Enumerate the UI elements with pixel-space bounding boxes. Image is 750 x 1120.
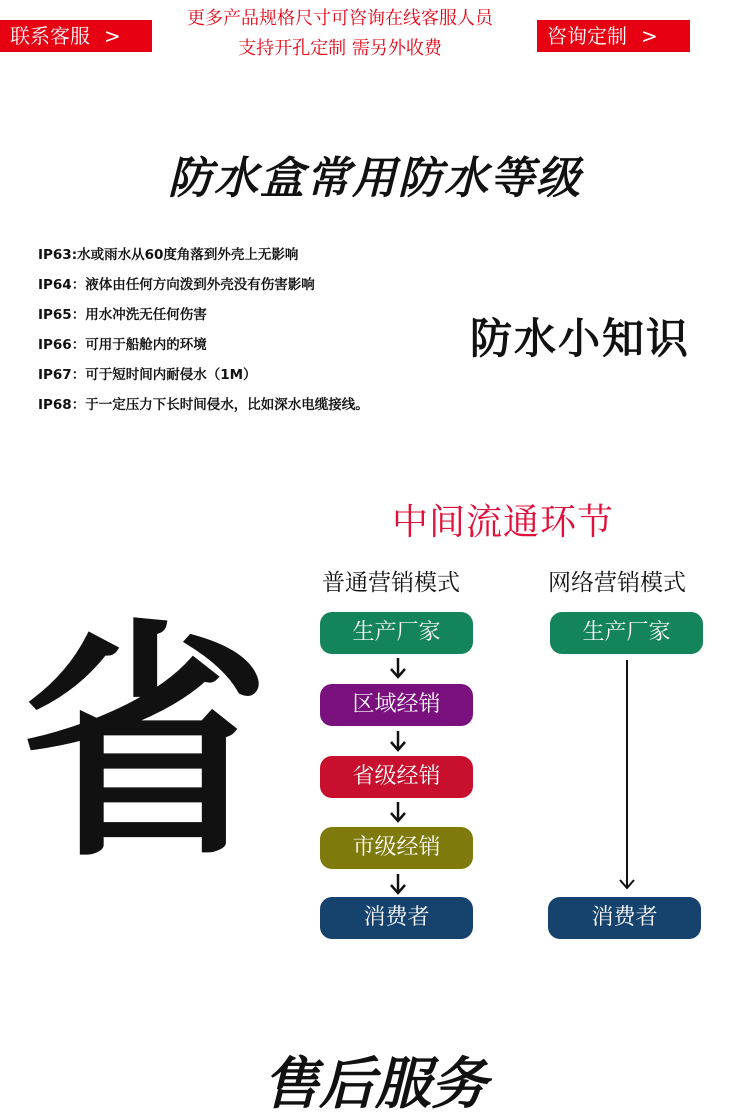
long-arrow-down-icon xyxy=(620,660,634,888)
chevron-right-icon: > xyxy=(104,24,121,48)
ip-level-item: IP63:水或雨水从60度角落到外壳上无影响 xyxy=(38,247,299,263)
ip-level-item: IP67：可于短时间内耐侵水（1M） xyxy=(38,367,257,383)
arrow-down-icon xyxy=(391,731,405,750)
arrow-down-icon xyxy=(391,874,405,893)
flow-step-provincial-dealer: 省级经销 xyxy=(320,756,473,798)
arrow-down-icon xyxy=(391,802,405,821)
ip-level-item: IP65：用水冲洗无任何伤害 xyxy=(38,307,207,323)
save-big-character: 省 xyxy=(20,599,270,890)
flow-step-city-dealer: 市级经销 xyxy=(320,827,473,869)
flow-step-manufacturer: 生产厂家 xyxy=(320,612,473,654)
ip-level-item: IP68：于一定压力下长时间侵水，比如深水电缆接线。 xyxy=(38,397,369,413)
after-sales-title: 售后服务 xyxy=(263,1052,487,1117)
arrow-down-icon xyxy=(391,658,405,677)
notice-line-2: 支持开孔定制 需另外收费 xyxy=(238,38,442,59)
flow-step-consumer: 消费者 xyxy=(320,897,473,939)
traditional-model-heading: 普通营销模式 xyxy=(322,570,460,596)
online-step-consumer: 消费者 xyxy=(548,897,701,939)
waterproof-title: 防水盒常用防水等级 xyxy=(168,153,582,204)
chevron-right-icon: > xyxy=(641,24,658,48)
contact-service-label: 联系客服 xyxy=(10,24,90,48)
ip-level-item: IP66：可用于船舱内的环境 xyxy=(38,337,207,353)
notice-line-1: 更多产品规格尺寸可咨询在线客服人员 xyxy=(187,8,493,29)
online-step-manufacturer: 生产厂家 xyxy=(550,612,703,654)
custom-inquiry-label: 咨询定制 xyxy=(547,24,627,48)
ip-level-item: IP64：液体由任何方向泼到外壳没有伤害影响 xyxy=(38,277,315,293)
flow-step-regional-dealer: 区域经销 xyxy=(320,684,473,726)
waterproof-knowledge-label: 防水小知识 xyxy=(470,314,691,363)
channel-title: 中间流通环节 xyxy=(392,502,615,543)
online-model-heading: 网络营销模式 xyxy=(548,570,686,596)
